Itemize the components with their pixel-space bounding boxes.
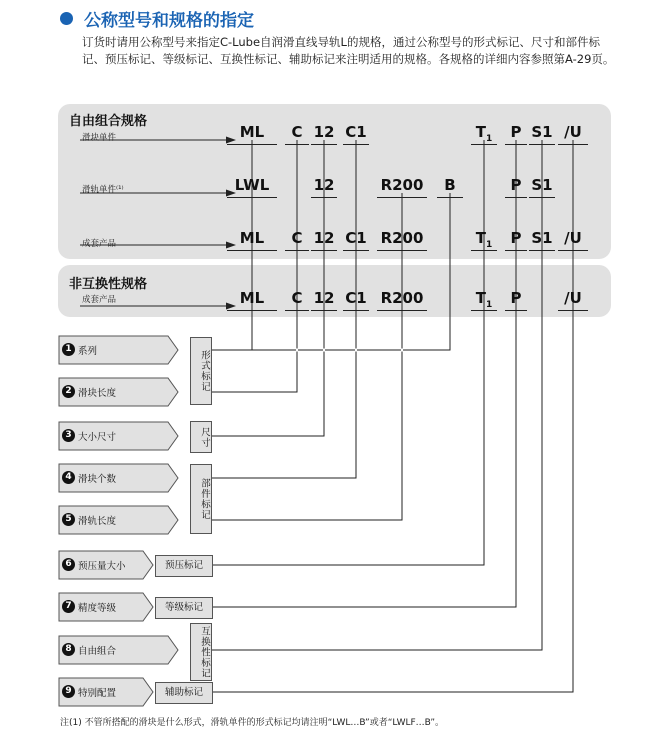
intro-paragraph: 订货时请用公称型号来指定C-Lube自润滑直线导轨L的规格，通过公称型号的形式标记、尺寸和部件标记、预压标记、等级标记、互换性标记、辅助标记来注明适用的规格。各规格的详细内容参照第A-29页。 [82,35,615,66]
item-number-badge: 5 [62,513,75,526]
code-r0-c9: /U [564,123,582,141]
code-r3-c6: $T_1$ [475,289,493,310]
category-interchange: 互换性标记 [190,623,212,681]
item-label: 特别配置 [78,688,117,699]
code-underline [343,144,369,145]
code-underline [377,197,427,198]
item-number-badge: 9 [62,685,75,698]
row-label-rail: 滑轨单件⁽¹⁾ [82,185,124,195]
item-label: 滑块个数 [78,474,117,485]
code-underline [505,144,527,145]
item-tab-5 [58,505,188,535]
item-tab-3 [58,421,188,451]
code-r2-c2: 12 [313,229,335,247]
code-underline [227,144,277,145]
item-tab-1 [58,335,188,365]
code-underline [311,144,337,145]
code-underline [529,144,555,145]
category-size: 尺寸 [190,421,212,453]
code-underline [311,197,337,198]
code-r3-c7: P [510,289,522,307]
code-r1-c2: 12 [313,176,335,194]
item-label: 滑轨长度 [78,516,117,527]
code-r1-c4: R200 [380,176,424,194]
item-number-badge: 3 [62,429,75,442]
item-label: 精度等级 [78,603,117,614]
code-r3-c4: R200 [380,289,424,307]
item-number-badge: 4 [62,471,75,484]
row-label-set-nonint: 成套产品 [82,295,117,305]
item-label: 预压量大小 [78,561,126,572]
category-aux: 辅助标记 [155,682,213,704]
code-underline [285,144,309,145]
code-r2-c8: S1 [531,229,553,247]
code-underline [558,250,588,251]
code-r2-c6: $T_1$ [475,229,493,250]
code-underline [505,250,527,251]
code-r0-c1: C [291,123,303,141]
code-r3-c9: /U [564,289,582,307]
code-r3-c2: 12 [313,289,335,307]
code-r0-c2: 12 [313,123,335,141]
footnote: 注(1) 不管所搭配的滑块是什么形式，滑轨单件的形式标记均请注明“LWL…B”或者“LWLF…B”。 [60,718,445,728]
code-r0-c8: S1 [531,123,553,141]
item-number-badge: 2 [62,385,75,398]
item-label: 自由组合 [78,646,117,657]
code-r1-c8: S1 [531,176,553,194]
code-underline [529,197,555,198]
item-label: 系列 [78,346,98,357]
code-underline [471,250,497,251]
row-label-set: 成套产品 [82,239,117,249]
item-tab-4 [58,463,188,493]
item-tab-2 [58,377,188,407]
code-underline [437,197,463,198]
item-label: 大小尺寸 [78,432,117,443]
item-number-badge: 1 [62,343,75,356]
category-grade: 等级标记 [155,597,213,619]
code-underline [377,250,427,251]
code-underline [558,310,588,311]
row-label-slider: 滑块单件 [82,133,117,143]
code-r2-c1: C [291,229,303,247]
category-parts: 部件标记 [190,464,212,534]
code-r2-c4: R200 [380,229,424,247]
code-r2-c3: C1 [345,229,367,247]
free-spec-title: 自由组合规格 [69,114,148,129]
code-r3-c3: C1 [345,289,367,307]
code-underline [343,250,369,251]
page-title: 公称型号和规格的指定 [84,11,254,31]
item-number-badge: 8 [62,643,75,656]
code-r3-c1: C [291,289,303,307]
non-interchangeable-title: 非互换性规格 [69,277,148,292]
code-underline [227,250,277,251]
item-tab-8 [58,635,188,665]
item-label: 滑块长度 [78,388,117,399]
code-underline [377,310,427,311]
code-underline [227,310,277,311]
code-r2-c7: P [510,229,522,247]
category-form: 形式标记 [190,337,212,405]
category-preload: 预压标记 [155,555,213,577]
code-underline [285,310,309,311]
code-r0-c3: C1 [345,123,367,141]
code-r1-c0: LWL [234,176,270,194]
code-underline [285,250,309,251]
code-underline [505,197,527,198]
code-r3-c0: ML [239,289,265,307]
code-r0-c6: $T_1$ [475,123,493,144]
item-number-badge: 7 [62,600,75,613]
code-underline [311,310,337,311]
item-number-badge: 6 [62,558,75,571]
code-underline [343,310,369,311]
code-underline [311,250,337,251]
code-underline [471,144,497,145]
code-underline [227,197,277,198]
code-underline [471,310,497,311]
code-r1-c5: B [444,176,456,194]
code-r0-c7: P [510,123,522,141]
code-underline [558,144,588,145]
code-r2-c0: ML [239,229,265,247]
code-r0-c0: ML [239,123,265,141]
code-r2-c9: /U [564,229,582,247]
code-r1-c7: P [510,176,522,194]
code-underline [529,250,555,251]
code-underline [505,310,527,311]
